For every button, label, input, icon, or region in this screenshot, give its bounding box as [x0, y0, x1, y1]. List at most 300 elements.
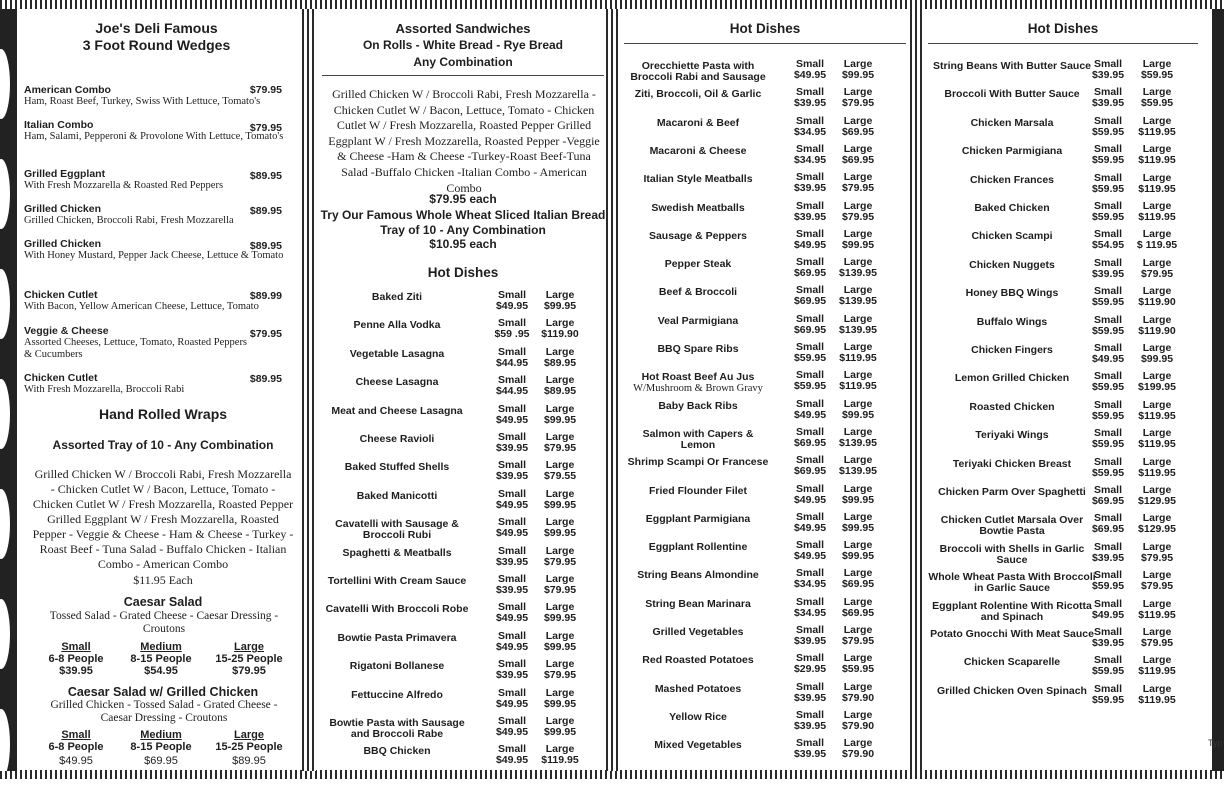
size-label: Small [497, 516, 526, 529]
size-label: Large [545, 402, 575, 415]
dish-name [322, 491, 472, 502]
wedges-title-line1: Joe's Deli Famous [95, 20, 218, 36]
wedge-price: $89.95 [249, 170, 282, 182]
price-small [1082, 286, 1134, 308]
dish-price: $39.95 [1091, 637, 1125, 649]
sandwiches-description: Grilled Chicken W / Broccoli Rabi, Fresh Mozzarella - Chicken Cutlet W / Bacon, Lettuce, Tomato - Chicken Cutlet W / Fresh Mozzarella, Roasted Pepper Grilled Eggplant W / Fresh Mozzarella, Roasted Pepper -Veggie & Cheese -Ham & Cheese -Turkey-Roast Beef-Tuna Salad -Buffalo Chicken -Italian Combo - American Combo [328, 87, 600, 195]
hot-dishes-column-3 [622, 12, 908, 770]
size-label: Small [1093, 256, 1122, 269]
price-large [832, 314, 884, 336]
dish-row [622, 653, 908, 683]
price-small [486, 318, 538, 340]
sandwiches-column [320, 12, 606, 770]
size-label: Large [545, 573, 575, 585]
dish-row [622, 625, 908, 655]
dish-price: $79.95 [1140, 637, 1174, 649]
price-large [832, 540, 884, 562]
sandwiches-price: $79.95 each [429, 192, 497, 206]
wedge-item [24, 238, 286, 262]
size-label: Small [795, 680, 824, 693]
dish-name-text: Vegetable Lasagna [349, 347, 445, 360]
wedge-price: $79.95 [249, 84, 282, 96]
dish-price: $119.95 [839, 352, 877, 364]
size-label: Small [795, 227, 824, 240]
size-label: Small [795, 737, 824, 750]
price-small [486, 602, 538, 624]
size-label: Large [1142, 313, 1172, 326]
price-large [1131, 542, 1183, 564]
dish-price: $139.95 [839, 323, 877, 336]
dish-price: $99.95 [543, 413, 577, 426]
dish-name-text: Roasted Chicken [969, 400, 1055, 413]
wedge-item [24, 119, 286, 143]
price-large [832, 597, 884, 619]
dish-price: $49.95 [793, 550, 827, 563]
dish-price: $59.95 [1091, 381, 1125, 394]
dish-name-text: Grilled Vegetables [652, 626, 744, 638]
wheat-price: $10.95 each [429, 237, 497, 251]
dish-name [626, 259, 770, 270]
dish-name-text: Bowtie Pasta Primavera [337, 631, 457, 644]
dish-name-text: Baked Manicotti [356, 489, 438, 502]
wedges-title-line2: 3 Foot Round Wedges [82, 37, 231, 53]
dish-price: $39.95 [793, 748, 827, 761]
size-label: Large [1142, 569, 1172, 582]
size-label: Small [1093, 370, 1122, 383]
price-small [486, 631, 538, 653]
size-label: Small [497, 686, 526, 699]
price-large [534, 688, 586, 710]
dish-row [622, 427, 908, 457]
dish-name [928, 175, 1096, 186]
dish-name [626, 457, 770, 468]
dish-name-text: Macaroni & Cheese [649, 144, 747, 157]
dish-price: $129.95 [1138, 495, 1176, 507]
wedge-name: Italian Combo [24, 119, 94, 131]
size-label: Small [1093, 455, 1122, 468]
dish-row [926, 655, 1212, 685]
dish-price: $119.90 [1138, 324, 1176, 337]
size-label: Small [795, 256, 824, 269]
dish-price: $49.95 [793, 69, 827, 81]
size-label: Small [497, 658, 526, 671]
dish-row [622, 87, 908, 117]
dish-name-text: Ziti, Broccoli, Oil & Garlic [634, 88, 762, 101]
price-small [784, 540, 836, 562]
size-label: Small [497, 601, 526, 614]
dish-name [322, 604, 472, 615]
dish-price: $39.95 [793, 97, 827, 110]
price-small [486, 688, 538, 710]
wedge-desc: With Fresh Mozzarella, Broccoli Rabi [24, 384, 185, 395]
dish-row [320, 318, 606, 348]
size-label: Small [1093, 171, 1122, 184]
wedge-desc: With Honey Mustard, Pepper Jack Cheese, Lettuce & Tomato [24, 250, 284, 261]
size-label: Small [795, 397, 824, 410]
price-small [486, 375, 538, 397]
size-label: Large [843, 567, 873, 580]
dish-name-text: Veal Parmigiana [657, 314, 739, 327]
size-label: Large [1142, 484, 1172, 496]
caesar-chicken-description: Grilled Chicken - Tossed Salad - Grated Cheese - Caesar Dressing - Croutons [50, 699, 278, 724]
column-divider-2 [606, 9, 620, 771]
size-label: Large [1142, 342, 1172, 354]
price-small [784, 116, 836, 138]
price-small [784, 399, 836, 421]
wedge-name: Grilled Chicken [24, 203, 102, 215]
dish-row [622, 144, 908, 174]
size-label: Small [1093, 484, 1122, 496]
dish-row [320, 744, 606, 774]
size-label: Small [1093, 512, 1122, 525]
dish-price: $39.95 [495, 555, 529, 568]
size-label: Small [497, 743, 526, 756]
price-small [486, 489, 538, 511]
top-border [0, 0, 1224, 9]
dish-name [322, 746, 472, 757]
size-label: Small [795, 454, 824, 467]
wedge-desc: With Fresh Mozzarella & Roasted Red Peppers [24, 180, 224, 191]
size-label: Small [1093, 540, 1122, 553]
size-label: Small [1093, 58, 1122, 70]
size-label: Large [843, 652, 873, 665]
dish-price: $69.95 [841, 153, 875, 166]
dish-name [626, 316, 770, 327]
price-small [1082, 371, 1134, 393]
price-small [784, 257, 836, 279]
price-small [1082, 201, 1134, 223]
dish-price: $ 119.95 [1136, 239, 1178, 252]
dish-row [622, 710, 908, 740]
dish-row [926, 59, 1212, 89]
price-large [534, 659, 586, 681]
size-label: Small [795, 284, 824, 297]
price-large [832, 738, 884, 760]
price-large [534, 404, 586, 426]
dish-name-text: Chicken Parm Over Spaghetti [938, 486, 1086, 498]
dish-price: $59.95 [1091, 409, 1125, 422]
dish-name [322, 292, 472, 303]
size-label: Small [497, 487, 526, 500]
price-large [1131, 173, 1183, 195]
dish-name-text: Tortellini With Cream Sauce [327, 575, 467, 587]
dish-row [622, 370, 908, 400]
dish-price: $139.95 [839, 295, 877, 308]
price-small [486, 460, 538, 482]
size-people: 8-15 People [130, 741, 192, 753]
price-small [486, 574, 538, 596]
dish-name [322, 462, 472, 473]
size-label: Large [843, 708, 873, 721]
dish-name [928, 686, 1096, 697]
dish-row [622, 682, 908, 712]
dish-price: $69.95 [1091, 495, 1125, 507]
wedge-price: $79.95 [249, 122, 282, 134]
dish-name [928, 487, 1096, 498]
price-large [832, 682, 884, 704]
dish-name-text: Mashed Potatoes [654, 682, 742, 695]
size-label: Small [1093, 143, 1122, 156]
dish-name-text: Yellow Rice [669, 710, 727, 723]
dish-row [926, 258, 1212, 288]
dish-name [928, 601, 1096, 623]
dish-name-text: Chicken Scaparelle [963, 656, 1061, 669]
dish-name [626, 118, 770, 129]
caesar-description: Tossed Salad - Grated Cheese - Caesar Dressing - Croutons [49, 610, 279, 635]
dish-name [626, 542, 770, 553]
wedge-name: American Combo [24, 84, 111, 96]
caesar-size-large [213, 641, 285, 677]
dish-row [622, 201, 908, 231]
dish-name [626, 740, 770, 751]
size-label: Large [843, 595, 873, 608]
size-label: Small [1093, 626, 1122, 638]
dish-name-text: Chicken Cutlet Marsala Over Bowtie Pasta [940, 514, 1084, 538]
size-label: Small [795, 510, 824, 523]
size-label: Small [795, 369, 824, 382]
price-small [486, 744, 538, 766]
size-price: $54.95 [144, 665, 178, 677]
size-label: Small [497, 459, 526, 472]
dish-price: $79.95 [1140, 551, 1174, 564]
dish-price: $79.95 [841, 635, 875, 647]
size-label: Medium [140, 729, 182, 741]
size-label: Small [497, 289, 526, 301]
dish-row [320, 375, 606, 405]
size-label: Large [545, 743, 575, 756]
dish-price: $44.95 [495, 356, 529, 369]
size-label: Large [1142, 228, 1172, 241]
size-label: Large [1142, 597, 1172, 610]
size-label: Large [843, 284, 873, 297]
price-small [1082, 144, 1134, 166]
dish-row [926, 684, 1212, 714]
size-label: Large [545, 629, 575, 642]
dish-price: $59.95 [793, 380, 827, 393]
size-label: Large [1142, 626, 1172, 638]
wedges-column [18, 12, 295, 770]
price-large [832, 370, 884, 392]
dish-name [928, 373, 1096, 384]
dish-row [622, 540, 908, 570]
dish-name-text: Whole Wheat Pasta With Broccoli in Garlic Sauce [928, 571, 1096, 595]
size-label: Large [843, 227, 873, 240]
size-label: Small [1093, 597, 1122, 610]
dish-row [926, 513, 1212, 543]
price-large [1131, 343, 1183, 365]
dish-name-text: Eggplant Parmigiana [645, 512, 751, 525]
dish-row [926, 116, 1212, 146]
price-large [832, 427, 884, 449]
dish-name-text: Cavatelli With Broccoli Robe [325, 603, 469, 616]
dish-price: $69.95 [793, 465, 827, 478]
dish-name-text: Chicken Frances [969, 173, 1055, 186]
dish-name [626, 627, 770, 638]
size-label: Large [545, 431, 575, 443]
dish-name [626, 570, 770, 581]
dish-name-text: Cheese Ravioli [359, 433, 435, 445]
dish-name [928, 118, 1096, 129]
size-label: Large [234, 641, 264, 653]
dish-name [626, 655, 770, 666]
price-small [1082, 400, 1134, 422]
caesar-size-medium [128, 641, 194, 677]
dish-price: $79.95 [543, 442, 577, 454]
caesar-size-small [46, 641, 106, 677]
dish-price: $119.95 [1138, 211, 1176, 223]
dish-row [320, 517, 606, 547]
size-label: Large [843, 256, 873, 269]
size-people: 15-25 People [215, 741, 283, 753]
size-label: Large [545, 516, 575, 529]
dish-row [622, 342, 908, 372]
dish-name-text: Baked Chicken [974, 202, 1050, 214]
price-large [534, 574, 586, 596]
dish-price: $59.95 [1091, 438, 1125, 451]
price-small [1082, 173, 1134, 195]
dish-name-text: Teriyaki Wings [975, 429, 1049, 442]
price-large [832, 653, 884, 675]
dish-price: $99.95 [841, 69, 875, 81]
dish-price: $59.95 [1091, 296, 1125, 309]
dish-name [928, 629, 1096, 640]
dish-name [626, 599, 770, 610]
wheat-tray-line: Tray of 10 - Any Combination [380, 223, 546, 237]
price-large [832, 455, 884, 477]
dish-name [322, 661, 472, 672]
dish-price: $59.95 [1091, 693, 1125, 706]
size-label: Small [795, 567, 824, 580]
size-label: Small [795, 114, 824, 127]
price-large [832, 201, 884, 223]
size-label: Large [234, 729, 264, 741]
dish-row [320, 404, 606, 434]
caesar-chicken-title: Caesar Salad w/ Grilled Chicken [67, 685, 259, 699]
dish-row [926, 627, 1212, 657]
dish-name [322, 377, 472, 388]
price-small [1082, 655, 1134, 677]
dish-price: $119.95 [541, 754, 579, 767]
dish-row [926, 457, 1212, 487]
dish-price: $89.95 [543, 356, 577, 369]
size-label: Large [843, 171, 873, 184]
size-people: 8-15 People [130, 653, 192, 665]
dish-price: $89.95 [543, 385, 577, 398]
dish-price: $49.95 [495, 527, 529, 540]
dish-name [928, 288, 1096, 299]
size-label: Large [1142, 370, 1172, 383]
wedge-name: Chicken Cutlet [24, 289, 98, 301]
wedge-desc: Grilled Chicken, Broccoli Rabi, Fresh Mozzarella [24, 215, 234, 226]
price-large [1131, 428, 1183, 450]
dish-name-text: Teriyaki Chicken Breast [952, 457, 1072, 470]
dish-price: $39.95 [495, 669, 529, 682]
dish-name [928, 61, 1096, 72]
dish-name [626, 712, 770, 723]
dish-price: $49.95 [1091, 608, 1125, 621]
price-small [784, 710, 836, 732]
wraps-price: $11.95 Each [133, 573, 193, 587]
price-small [1082, 229, 1134, 251]
size-label: Small [1093, 86, 1122, 99]
dish-price: $49.95 [495, 498, 529, 511]
dish-name-text: String Bean Marinara [645, 597, 751, 610]
dish-name-text: String Beans Almondine [637, 569, 759, 582]
dish-name-text: Mixed Vegetables [654, 739, 742, 752]
dish-name-text: Swedish Meatballs [651, 201, 745, 214]
price-small [486, 404, 538, 426]
hot-dishes-column-4 [926, 12, 1208, 770]
dish-row [926, 343, 1212, 373]
dish-name-text: Potato Gnocchi With Meat Sauce [930, 628, 1094, 640]
caesar-title: Caesar Salad [123, 595, 203, 609]
size-label: Small [1093, 427, 1122, 440]
dish-row [320, 489, 606, 519]
dish-name-text: BBQ Chicken [363, 745, 431, 758]
bottom-border [0, 770, 1224, 779]
dish-row [926, 599, 1212, 629]
dish-name [626, 486, 770, 497]
dish-name-text: Chicken Marsala [970, 116, 1054, 129]
dish-name-text: Orecchiette Pasta with Broccoli Rabi and Sausage [630, 60, 766, 83]
dish-name-text: Fried Flounder Filet [648, 484, 747, 497]
dish-price: $34.95 [793, 125, 827, 138]
price-large [534, 602, 586, 624]
wedge-item [24, 289, 286, 313]
dish-name-text: Shrimp Scampi Or Francese [627, 456, 769, 469]
dish-price: $34.95 [793, 578, 827, 591]
dish-price: $39.95 [793, 719, 827, 732]
dish-row [926, 570, 1212, 600]
dish-price: $99.95 [543, 612, 577, 625]
size-label: Small [795, 199, 824, 212]
dish-name [322, 548, 472, 559]
size-price: $89.95 [232, 755, 266, 767]
dish-name-text: Sausage & Peppers [648, 229, 748, 242]
dish-name-text: Macaroni & Beef [656, 116, 740, 129]
dish-name-text: Meat and Cheese Lasagna [331, 404, 463, 417]
dish-price: $99.95 [543, 300, 577, 312]
dish-subtitle: W/Mushroom & Brown Gravy [633, 383, 763, 395]
price-small [784, 512, 836, 534]
dish-price: $44.95 [495, 385, 529, 398]
price-small [784, 87, 836, 109]
dish-name-text: String Beans With Butter Sauce [932, 60, 1091, 72]
dish-row [926, 371, 1212, 401]
dish-price: $59.95 [1091, 665, 1125, 678]
price-small [1082, 59, 1134, 81]
size-label: Large [545, 715, 575, 727]
dish-price: $39.95 [793, 182, 827, 195]
dish-name-text: Baby Back Ribs [658, 399, 738, 412]
dish-price: $59.95 [1091, 324, 1125, 337]
dish-name [626, 203, 770, 214]
dish-name-text: Spaghetti & Meatballs [342, 546, 452, 559]
dish-name [626, 146, 770, 157]
size-label: Large [1142, 256, 1172, 269]
wedge-item [24, 84, 286, 108]
dish-price: $59.95 [793, 352, 827, 364]
dish-name [928, 430, 1096, 441]
price-small [1082, 428, 1134, 450]
dish-name-text: Bowtie Pasta with Sausage and Broccoli Rabe [329, 717, 465, 740]
wedge-desc: Assorted Cheeses, Lettuce, Tomato, Roasted Peppers & Cucumbers [24, 337, 248, 360]
wedge-item [24, 325, 286, 361]
dish-name [626, 372, 770, 394]
price-large [832, 625, 884, 647]
size-label: Small [795, 341, 824, 353]
size-label: Large [545, 544, 575, 557]
